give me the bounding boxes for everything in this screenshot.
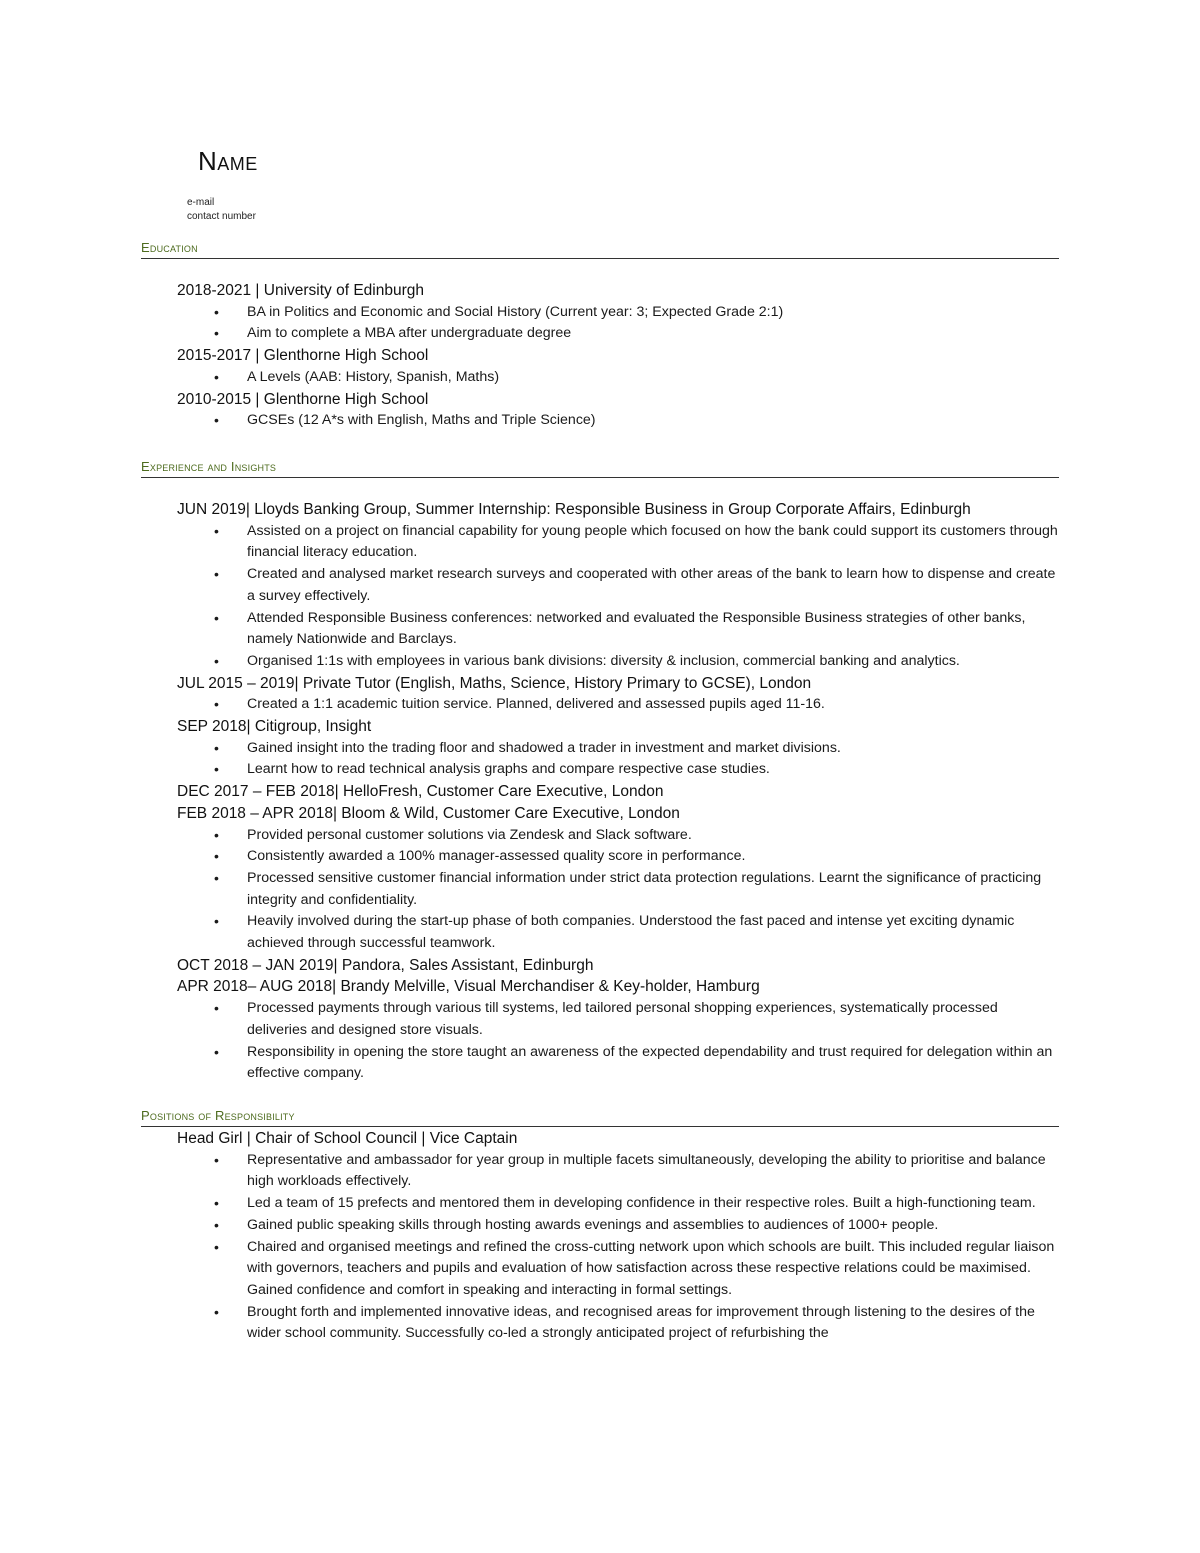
experience-entry xyxy=(177,716,1059,781)
bullet-item: • Created a 1:1 academic tuition service. Planned, delivered and assessed pupils aged 11-16. xyxy=(177,694,1059,716)
bullet-icon: • xyxy=(214,1216,219,1233)
position-entry xyxy=(177,1128,1059,1345)
entry-title: APR 2018– AUG 2018| Brandy Melville, Visual Merchandiser & Key-holder, Hamburg xyxy=(177,978,760,996)
bullet-icon: • xyxy=(214,1151,219,1168)
bullet-item: • Led a team of 15 prefects and mentored them in developing confidence in their respective roles. Built a high-functioning team. xyxy=(177,1193,1059,1215)
bullet-item: • Learnt how to read technical analysis graphs and compare respective case studies. xyxy=(177,759,1059,781)
experience-section xyxy=(141,459,1059,1085)
bullet-icon: • xyxy=(214,1238,219,1255)
education-entry xyxy=(177,345,1059,388)
bullet-icon: • xyxy=(214,869,219,886)
bullet-icon: • xyxy=(214,412,219,429)
experience-entry xyxy=(177,499,1059,673)
experience-entry xyxy=(177,803,1059,955)
section-heading-experience: Experience and Insights xyxy=(141,459,1059,478)
education-section xyxy=(141,240,1059,432)
bullet-icon: • xyxy=(214,303,219,320)
bullet-icon: • xyxy=(214,652,219,669)
bullet-item: • Assisted on a project on financial capability for young people which focused on how the bank could support its customers through financial literacy education. xyxy=(214,522,1058,561)
bullet-icon: • xyxy=(214,1195,219,1212)
bullet-icon: • xyxy=(214,368,219,385)
bullet-list xyxy=(177,825,1059,955)
entry-title: SEP 2018| Citigroup, Insight xyxy=(177,718,372,736)
bullet-list xyxy=(177,410,1059,432)
bullet-item: • Brought forth and implemented innovative ideas, and recognised areas for improvement through listening to the desires of the wider school community. Successfully co-led a strongly anticipated project of refurbishing the xyxy=(214,1303,1035,1342)
contact-block xyxy=(187,196,256,224)
experience-entry xyxy=(177,955,1059,977)
positions-section xyxy=(141,1108,1059,1345)
bullet-item: • Responsibility in opening the store taught an awareness of the expected dependability and trust required for delegation within an effective company. xyxy=(214,1043,1053,1082)
bullet-item: • GCSEs (12 A*s with English, Maths and Triple Science) xyxy=(177,410,1059,432)
experience-entry xyxy=(177,781,1059,803)
bullet-list xyxy=(177,694,1059,716)
bullet-item: • Heavily involved during the start-up phase of both companies. Understood the fast paced and intense yet exciting dynamic achieved through successful teamwork. xyxy=(214,913,1015,952)
bullet-icon: • xyxy=(214,761,219,778)
bullet-icon: • xyxy=(214,739,219,756)
bullet-icon: • xyxy=(214,826,219,843)
bullet-list xyxy=(177,367,1059,389)
experience-entries xyxy=(141,499,1059,1085)
education-entries xyxy=(141,280,1059,432)
bullet-item: • Processed sensitive customer financial information under strict data protection regulations. Learnt the significance of practicing integrity and confidentiality. xyxy=(214,869,1042,908)
bullet-list xyxy=(177,1150,1059,1345)
bullet-item: • Processed payments through various till systems, led tailored personal shopping experiences, systematically processed deliveries and designed store visuals. xyxy=(214,1000,998,1038)
bullet-icon: • xyxy=(214,522,219,539)
entry-title: Head Girl | Chair of School Council | Vice Captain xyxy=(177,1130,518,1147)
entry-title: 2018-2021 | University of Edinburgh xyxy=(177,282,425,299)
entry-title: OCT 2018 – JAN 2019| Pandora, Sales Assistant, Edinburgh xyxy=(177,956,594,974)
bullet-icon: • xyxy=(214,609,219,626)
email-text: e-mail xyxy=(187,197,215,208)
bullet-item: • Consistently awarded a 100% manager-assessed quality score in performance. xyxy=(177,846,1059,868)
entry-title: 2010-2015 | Glenthorne High School xyxy=(177,390,429,408)
bullet-icon: • xyxy=(214,696,219,713)
bullet-item: • Aim to complete a MBA after undergraduate degree xyxy=(177,323,1059,345)
bullet-item: • Chaired and organised meetings and refined the cross-cutting network upon which schools are built. This included regular liaison with governors, teachers and pupils and evaluation of how satisfaction across these respective relations could be maximised. Gained confidence and comfort in speaking and interacting in formal settings. xyxy=(214,1238,1055,1298)
bullet-item: • Gained public speaking skills through hosting awards evenings and assemblies to audiences of 1000+ people. xyxy=(177,1215,1059,1237)
section-heading-positions: Positions of Responsibility xyxy=(141,1108,1059,1127)
bullet-icon: • xyxy=(214,325,219,342)
bullet-list xyxy=(177,738,1059,781)
bullet-item: • Gained insight into the trading floor and shadowed a trader in investment and market divisions. xyxy=(177,738,1059,760)
bullet-item: • Created and analysed market research surveys and cooperated with other areas of the bank to learn how to dispense and create a survey effectively. xyxy=(214,566,1056,604)
bullet-item: • Attended Responsible Business conferences: networked and evaluated the Responsible Business strategies of other banks, namely Nationwide and Barclays. xyxy=(214,609,1026,648)
experience-entry xyxy=(177,976,1059,1085)
entry-title: FEB 2018 – APR 2018| Bloom & Wild, Customer Care Executive, London xyxy=(177,804,680,822)
education-entry xyxy=(177,280,1059,345)
bullet-item: • Representative and ambassador for year group in multiple facets simultaneously, developing the ability to prioritise and balance high workloads effectively. xyxy=(214,1151,1046,1190)
section-heading-education: Education xyxy=(141,240,1059,259)
experience-entry xyxy=(177,673,1059,716)
bullet-icon: • xyxy=(214,1000,219,1017)
bullet-icon: • xyxy=(214,566,219,583)
entry-title: JUL 2015 – 2019| Private Tutor (English, Maths, Science, History Primary to GCSE), London xyxy=(177,674,812,692)
bullet-list xyxy=(177,521,1059,673)
candidate-name: Name xyxy=(198,146,258,176)
bullet-item: • BA in Politics and Economic and Social History (Current year: 3; Expected Grade 2:1) xyxy=(177,302,1059,324)
bullet-icon: • xyxy=(214,1043,219,1060)
entry-title: 2015-2017 | Glenthorne High School xyxy=(177,347,429,365)
bullet-icon: • xyxy=(214,913,219,930)
entry-title: JUN 2019| Lloyds Banking Group, Summer Internship: Responsible Business in Group Corporate Affairs, Edinburgh xyxy=(177,501,971,518)
phone-text: contact number xyxy=(187,211,256,222)
bullet-item: • Organised 1:1s with employees in various bank divisions: diversity & inclusion, commercial banking and analytics. xyxy=(177,651,1059,673)
education-entry xyxy=(177,389,1059,432)
bullet-list xyxy=(177,302,1059,345)
entry-title: DEC 2017 – FEB 2018| HelloFresh, Customer Care Executive, London xyxy=(177,783,664,801)
bullet-item: • Provided personal customer solutions via Zendesk and Slack software. xyxy=(177,825,1059,847)
bullet-item: • A Levels (AAB: History, Spanish, Maths) xyxy=(177,367,1059,389)
bullet-icon: • xyxy=(214,848,219,865)
positions-entries xyxy=(141,1128,1059,1345)
bullet-list xyxy=(177,998,1059,1085)
bullet-icon: • xyxy=(214,1303,219,1320)
